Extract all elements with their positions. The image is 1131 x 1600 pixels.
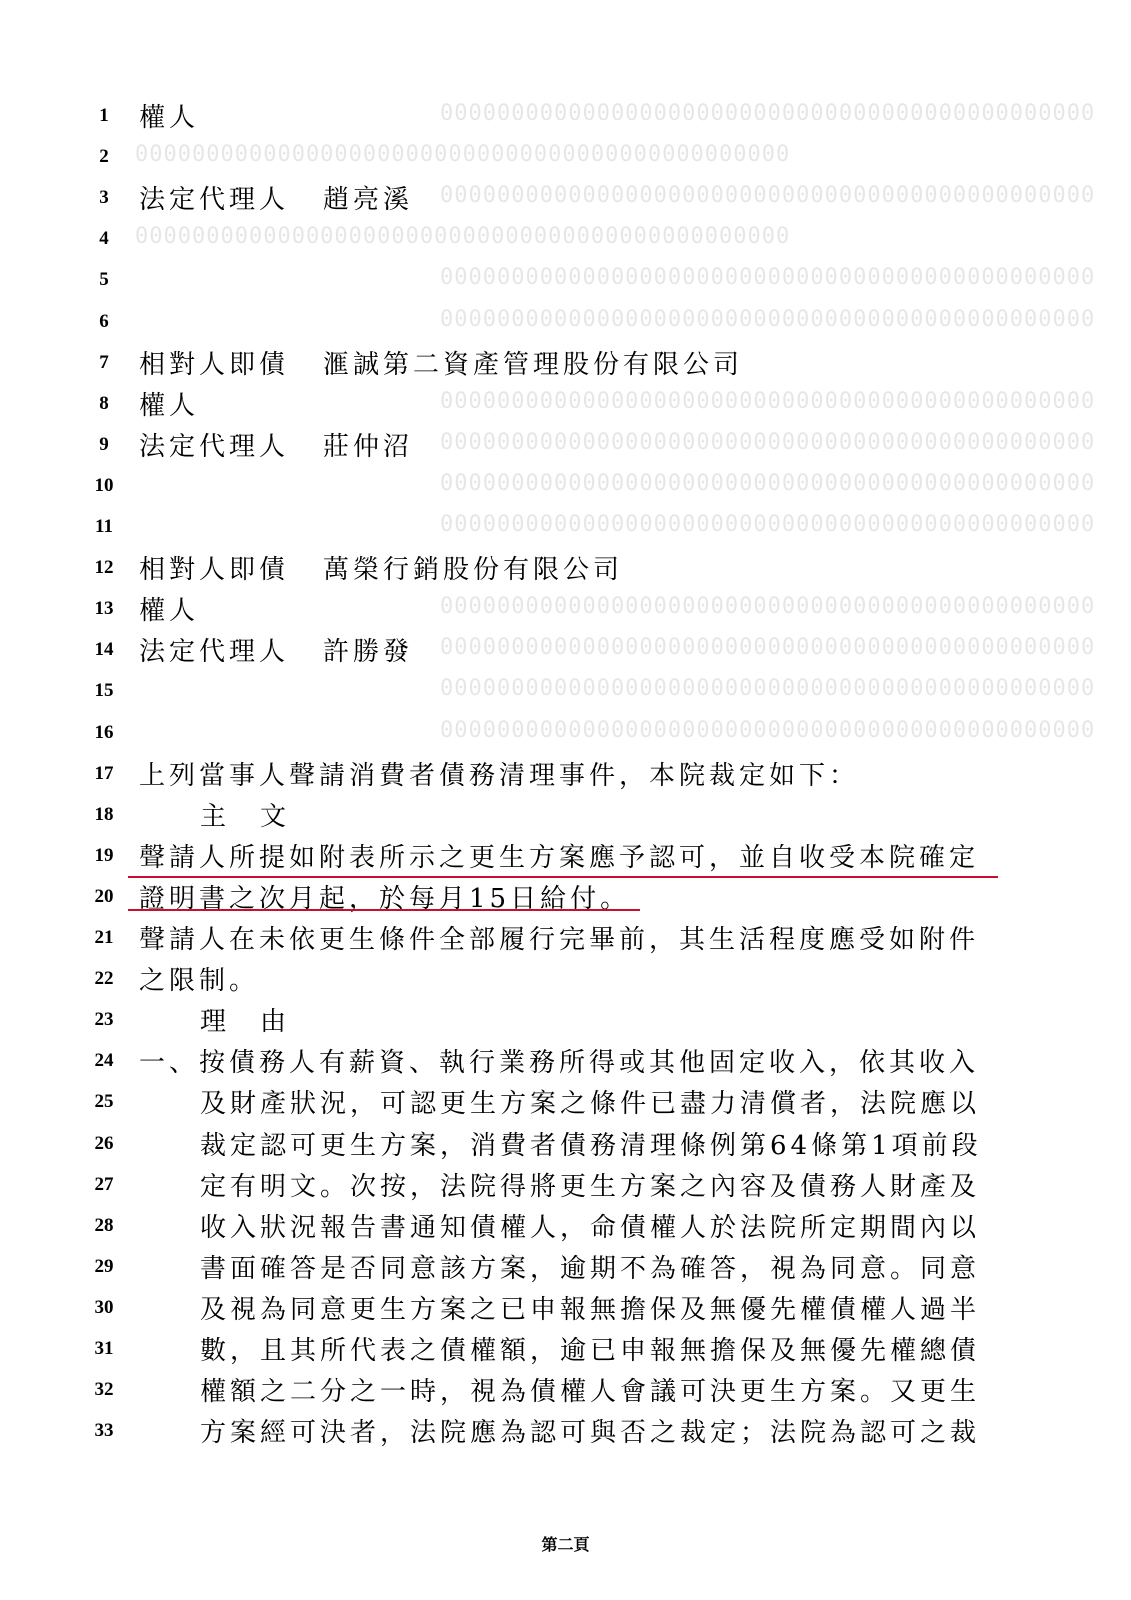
line-text: 上列當事人聲請消費者債務清理事件，本院裁定如下： <box>139 760 860 791</box>
document-line <box>0 1164 1131 1205</box>
line-text: 相對人即債 <box>139 349 290 380</box>
line-number: 26 <box>94 1132 114 1154</box>
line-text: 數，且其所代表之債權額，逾已申報無擔保及無優先權總債 <box>200 1336 981 1366</box>
line-text: 法定代理人 <box>139 185 290 216</box>
line-number: 6 <box>99 310 109 332</box>
highlight-underline-2 <box>128 909 640 911</box>
party-name: 萬榮行銷股份有限公司 <box>323 555 624 586</box>
line-number: 16 <box>94 721 114 743</box>
watermark-pattern: 0000000000000000000000000000000000000000000000 <box>440 594 1096 620</box>
line-text: 理 由 <box>200 1007 291 1038</box>
line-text: 法定代理人 <box>139 637 290 668</box>
line-text: 證明書之次月起，於每月15日給付。 <box>139 883 631 914</box>
line-text: 相對人即債 <box>139 555 290 586</box>
document-line <box>0 794 1131 835</box>
document-line <box>0 1328 1131 1369</box>
line-number: 22 <box>94 968 114 990</box>
line-text: 法定代理人 <box>139 431 290 462</box>
watermark-pattern: 0000000000000000000000000000000000000000000000 <box>440 101 1096 126</box>
line-number: 9 <box>99 433 109 455</box>
document-line <box>0 588 1131 629</box>
document-line <box>0 95 1131 136</box>
line-number: 12 <box>94 557 114 579</box>
line-number: 15 <box>94 680 114 702</box>
document-line <box>0 917 1131 958</box>
line-text: 一、按債務人有薪資、執行業務所得或其他固定收入，依其收入 <box>139 1048 980 1079</box>
watermark-pattern: 0000000000000000000000000000000000000000000000 <box>440 512 1096 537</box>
document-line <box>0 177 1131 218</box>
document-line <box>0 1410 1131 1451</box>
line-number: 11 <box>95 516 113 537</box>
party-name: 滙誠第二資產管理股份有限公司 <box>323 349 744 380</box>
line-number: 19 <box>94 844 114 866</box>
document-line <box>0 670 1131 711</box>
document-line <box>0 383 1131 424</box>
line-text: 權人 <box>139 103 200 133</box>
line-number: 28 <box>94 1214 114 1236</box>
line-number: 13 <box>94 598 114 620</box>
watermark-pattern: 0000000000000000000000000000000000000000000000 <box>440 429 1096 455</box>
line-number: 14 <box>94 639 114 661</box>
watermark-pattern: 0000000000000000000000000000000000000000000000 <box>440 676 1096 702</box>
document-line <box>0 999 1131 1040</box>
watermark-pattern: 0000000000000000000000000000000000000000000000 <box>440 717 1096 743</box>
line-text: 之限制。 <box>139 966 260 997</box>
line-text: 書面確答是否同意該方案，逾期不為確答，視為同意。同意 <box>200 1253 981 1284</box>
line-number: 31 <box>94 1338 114 1359</box>
document-line <box>0 1040 1131 1081</box>
document-line <box>0 958 1131 999</box>
document-line <box>0 1246 1131 1287</box>
line-text: 權額之二分之一時，視為債權人會議可決更生方案。又更生 <box>200 1377 981 1408</box>
line-number: 5 <box>99 269 109 291</box>
line-number: 20 <box>94 885 114 907</box>
watermark-pattern: 0000000000000000000000000000000000000000000000 <box>135 224 791 250</box>
watermark-pattern: 0000000000000000000000000000000000000000000000 <box>440 388 1096 414</box>
line-number: 29 <box>94 1255 114 1277</box>
document-line <box>0 301 1131 342</box>
line-text: 權人 <box>139 596 200 627</box>
line-number: 18 <box>94 803 114 825</box>
line-number: 10 <box>94 474 114 496</box>
document-line <box>0 1081 1131 1122</box>
document-line <box>0 506 1131 547</box>
line-number: 3 <box>99 187 109 209</box>
line-text: 聲請人所提如附表所示之更生方案應予認可，並自收受本院確定 <box>139 842 980 873</box>
party-name: 莊仲沼 <box>323 431 414 462</box>
line-number: 33 <box>94 1420 114 1442</box>
document-line <box>0 1287 1131 1328</box>
document-line <box>0 629 1131 670</box>
document-line <box>0 753 1131 794</box>
line-text: 權人 <box>139 390 200 421</box>
document-line <box>0 218 1131 259</box>
page-footer: 第二頁 <box>541 1535 590 1554</box>
party-name: 許勝發 <box>323 637 414 668</box>
document-line <box>0 342 1131 383</box>
line-number: 1 <box>99 105 109 126</box>
document-line <box>0 712 1131 753</box>
line-text: 聲請人在未依更生條件全部履行完畢前，其生活程度應受如附件 <box>139 925 980 955</box>
line-number: 8 <box>99 392 109 414</box>
line-text: 收入狀況報告書通知債權人，命債權人於法院所定期間內以 <box>200 1212 981 1243</box>
line-text: 裁定認可更生方案，消費者債務清理條例第64條第1項前段 <box>200 1130 982 1161</box>
highlight-underline-1 <box>128 876 998 878</box>
document-line <box>0 547 1131 588</box>
document-line <box>0 136 1131 177</box>
line-text: 定有明文。次按，法院得將更生方案之內容及債務人財產及 <box>200 1171 981 1202</box>
line-text: 方案經可決者，法院應為認可與否之裁定；法院為認可之裁 <box>200 1418 981 1449</box>
document-line <box>0 835 1131 876</box>
line-number: 27 <box>94 1173 114 1195</box>
watermark-pattern: 0000000000000000000000000000000000000000000000 <box>440 470 1096 496</box>
line-number: 23 <box>94 1009 114 1031</box>
watermark-pattern: 0000000000000000000000000000000000000000000000 <box>440 183 1096 209</box>
document-line <box>0 1205 1131 1246</box>
line-number: 25 <box>94 1091 114 1113</box>
line-number: 7 <box>99 351 109 373</box>
line-number: 2 <box>99 146 109 168</box>
document-line <box>0 424 1131 465</box>
document-line <box>0 259 1131 300</box>
line-number: 4 <box>99 228 109 250</box>
party-name: 趙亮溪 <box>323 185 414 216</box>
watermark-pattern: 0000000000000000000000000000000000000000000000 <box>135 142 791 168</box>
line-number: 32 <box>94 1379 114 1401</box>
line-text: 及財產狀況，可認更生方案之條件已盡力清償者，法院應以 <box>200 1089 981 1120</box>
document-line <box>0 465 1131 506</box>
watermark-pattern: 0000000000000000000000000000000000000000000000 <box>440 306 1096 332</box>
document-line <box>0 1123 1131 1164</box>
watermark-pattern: 0000000000000000000000000000000000000000000000 <box>440 265 1096 291</box>
line-number: 30 <box>94 1296 114 1318</box>
watermark-pattern: 0000000000000000000000000000000000000000000000 <box>440 635 1096 661</box>
line-number: 21 <box>94 927 114 948</box>
line-number: 24 <box>94 1050 114 1072</box>
line-number: 17 <box>94 762 114 784</box>
line-text: 及視為同意更生方案之已申報無擔保及無優先權債權人過半 <box>200 1294 981 1325</box>
document-line <box>0 1369 1131 1410</box>
line-text: 主 文 <box>200 801 291 832</box>
